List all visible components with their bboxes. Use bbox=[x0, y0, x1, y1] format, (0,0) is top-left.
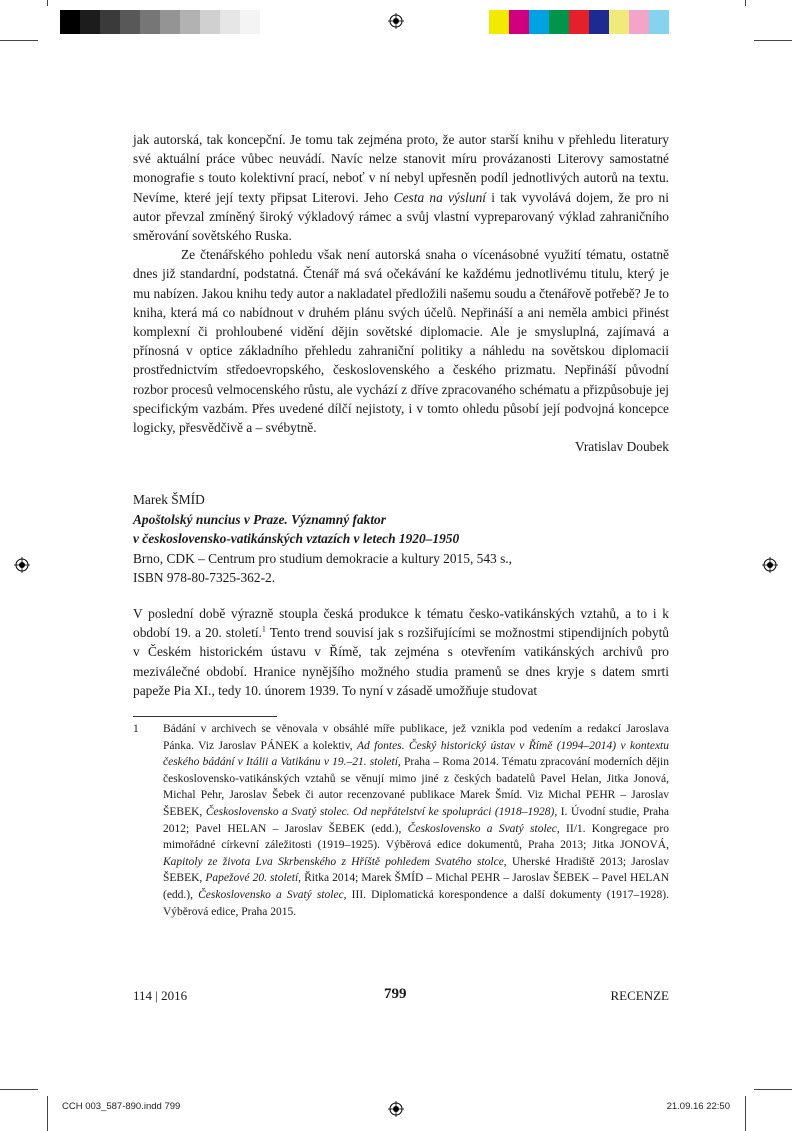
color-swatch bbox=[240, 10, 260, 34]
color-swatch bbox=[669, 10, 689, 34]
text-line: vypreparovaný výklad zahraničního směrování sovětského Ruska. bbox=[133, 208, 669, 244]
paragraph bbox=[133, 130, 669, 245]
citation-italic: Československo a Svatý stolec, bbox=[407, 822, 560, 835]
registration-mark-top bbox=[388, 13, 404, 29]
grayscale-color-bar bbox=[60, 10, 260, 34]
text-run: Bádání v archivech se věnovala v obsáhlé míře publikace, jež vznikla pod vedením a redakcí Jaroslava Pánka. Viz Jaroslav PÁNEK a kolektiv, bbox=[163, 723, 669, 752]
registration-mark-bottom bbox=[388, 1101, 404, 1117]
color-swatch bbox=[649, 10, 669, 34]
text-run: , Praha – Roma 2014. Tématu zpracování moderních dějin československo-vatikánských vztahů se věnují mimo jiné z českých badatelů Pavel Helan, Jitka Jonová, Michal Pehr, Jaroslav Šebek či autor recenzované publikace Marek Šmíd. Viz Michal PEHR – Jaroslav ŠEBEK, bbox=[163, 756, 670, 818]
crop-mark bbox=[0, 40, 38, 41]
color-swatch bbox=[200, 10, 220, 34]
color-swatch bbox=[220, 10, 240, 34]
crop-mark bbox=[754, 1089, 792, 1090]
color-swatch bbox=[529, 10, 549, 34]
text-run: , Řitka 2014; Marek ŠMÍD – Michal PEHR – Jaroslav ŠEBEK – Pavel HELAN (edd.), bbox=[163, 872, 670, 901]
color-swatch bbox=[569, 10, 589, 34]
color-swatch bbox=[589, 10, 609, 34]
text-line: Literovy samostatné monografie s touto kolektivní prací, neboť v ní nebyl upřesněn podíl bbox=[133, 151, 669, 186]
color-swatch bbox=[629, 10, 649, 34]
reviewer-signature: Vratislav Doubek bbox=[574, 439, 669, 455]
color-swatch bbox=[100, 10, 120, 34]
citation-italic: Papežové 20. století bbox=[205, 872, 299, 885]
color-swatch bbox=[549, 10, 569, 34]
citation-italic: Československo a Svatý stolec. Od nepřátelství ke spolupráci (1918–1928), bbox=[205, 805, 558, 818]
cmyk-color-bar bbox=[489, 10, 689, 34]
crop-mark bbox=[0, 1089, 38, 1090]
text-line: jak autorská, tak koncepční. Je tomu tak zejména proto, že autor starší knihu v přehledu bbox=[133, 132, 616, 147]
page-number: 799 bbox=[384, 986, 407, 1002]
crop-mark bbox=[47, 0, 48, 6]
color-swatch bbox=[120, 10, 140, 34]
isbn: ISBN 978-80-7325-362-2. bbox=[133, 570, 276, 586]
book-author: Marek ŠMÍD bbox=[133, 492, 205, 507]
text-run: , Uherské Hradiště 2013; Jaroslav ŠEBEK, bbox=[163, 855, 669, 885]
color-swatch bbox=[180, 10, 200, 34]
journal-volume-year: 114 | 2016 bbox=[133, 988, 188, 1003]
book-title-line-2: v československo-vatikánských vztazích v letech 1920–1950 bbox=[133, 531, 460, 547]
text-line: i tak vyvolává dojem, že pro ni autor převzal zmíněný široký výkladový rámec a svůj vlastní bbox=[133, 189, 669, 224]
paragraph: Ze čtenářského pohledu však není autorská snaha o vícenásobné využití tématu, ostatně dnes již standardní, podstatná. Čtenář má svá očekávání ke každému jednotlivému titulu, který je mu nabízen. Jakou knihu tedy autor a nakladatel předložili našemu soudu a čtenářově potřebě? Je to kniha, která má co nabídnout v druhém plánu svých účelů. Nepřináší a ani neměla ambici přinést komplexní či prohloubené vidění dějin sovětské diplomacie. Ale je smysluplná, zajímavá a přínosná v optice základního přehledu zahraniční politiky a náhledu na sovětskou diplomacii prostřednictvím středoevropského, československého a českého prizmatu. Nepřináší původní rozbor procesů velmocenského růstu, ale vychází z dříve zpracovaného schématu a přizpůsobuje jej specifickým vazbám. Přes uvedené dílčí nejistoty, i v tomto ohledu působí její podvojná koncepce logicky, přesvědčivě a – svébytně. bbox=[133, 247, 669, 436]
book-title-line-1: Apoštolský nuncius v Praze. Významný faktor bbox=[133, 511, 386, 527]
crop-mark bbox=[745, 0, 746, 6]
text-line: jednotlivých autorů na textu. Nevíme, které její texty připsat Literovi. Jeho bbox=[133, 170, 669, 205]
crop-mark bbox=[47, 1096, 48, 1131]
color-swatch bbox=[160, 10, 180, 34]
previous-review-text bbox=[133, 130, 669, 456]
citation-italic: Kapitoly ze života Lva Skrbenského z Hříště pohledem Svatého stolce bbox=[163, 855, 504, 868]
crop-mark bbox=[754, 40, 792, 41]
text-run: II/1. Kongregace pro mimořádné církevní záležitosti (1919–1925). Výběrová edice dokumentů, Praha 2013; Jitka JONOVÁ, bbox=[163, 822, 669, 852]
review-body bbox=[133, 604, 669, 700]
footnote-1 bbox=[133, 721, 669, 920]
text-run: III. Diplomatická korespondence a další dokumenty (1917–1928). Výběrová edice, Praha 2015. bbox=[163, 888, 669, 918]
color-swatch bbox=[489, 10, 509, 34]
text-run: I. Úvodní studie, Praha 2012; Pavel HELAN – Jaroslav ŠEBEK (edd.), bbox=[163, 805, 670, 835]
text-line: literatury své aktuální práce vůbec neuvádí. Navíc nelze stanovit míru provázanosti bbox=[133, 132, 669, 167]
color-swatch bbox=[60, 10, 80, 34]
slug-datetime: 21.09.16 22:50 bbox=[666, 1101, 730, 1112]
color-swatch bbox=[509, 10, 529, 34]
footnote-number: 1 bbox=[133, 723, 139, 735]
citation-italic: Československo a Svatý stolec, bbox=[198, 888, 347, 901]
book-title-italic: Cesta na výsluní bbox=[393, 189, 487, 205]
color-swatch bbox=[140, 10, 160, 34]
footnote-text bbox=[163, 721, 669, 920]
section-name: RECENZE bbox=[610, 988, 669, 1003]
registration-mark-right bbox=[762, 557, 778, 573]
footnote-divider bbox=[133, 716, 277, 717]
text-run: Tento trend souvisí jak s rozšiřujícími se možnostmi stipendijních pobytů v Českém historickém ústavu v Římě, tak zejména s otevřením vatikánských archivů pro meziválečné období. Hranice nynějšího možného studia pramenů se dnes kryje s datem smrti papeže Pia XI., tedy 10. únorem 1939. To nyní v zásadě umožňuje studovat bbox=[133, 625, 670, 698]
slug-filename: CCH 003_587-890.indd 799 bbox=[62, 1101, 181, 1112]
crop-mark bbox=[745, 1096, 746, 1131]
registration-mark-left bbox=[14, 557, 30, 573]
color-swatch bbox=[609, 10, 629, 34]
color-swatch bbox=[80, 10, 100, 34]
review-heading bbox=[133, 490, 669, 588]
publication-info: Brno, CDK – Centrum pro studium demokracie a kultury 2015, 543 s., bbox=[133, 550, 512, 566]
text-run: V poslední době výrazně stoupla česká produkce k tématu česko-vatikánských vztahů, a to i k období 19. a 20. století. bbox=[133, 606, 669, 641]
paragraph bbox=[133, 604, 669, 700]
footnote-reference[interactable]: 1 bbox=[261, 624, 266, 634]
citation-italic: Ad fontes. Český historický ústav v Římě (1994–2014) v kontextu českého bádání v Itálii a Vatikánu v 19.–21. století bbox=[163, 739, 669, 769]
